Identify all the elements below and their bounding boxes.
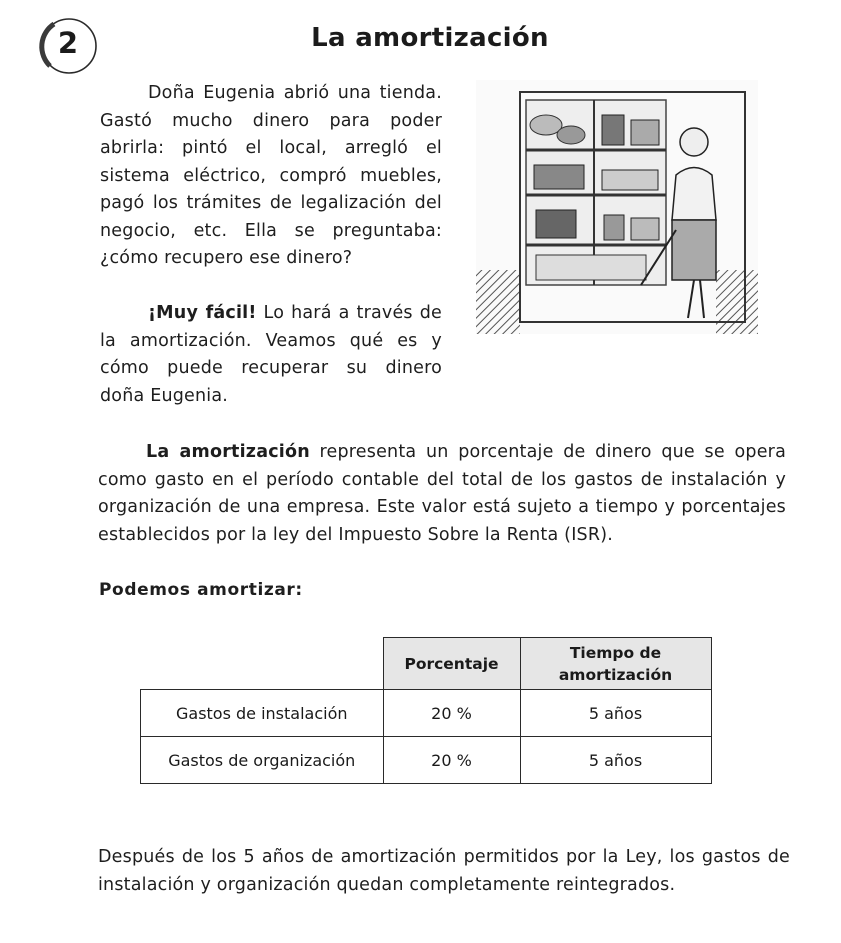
section-subheading: Podemos amortizar:: [99, 580, 303, 600]
intro-paragraph-1: [100, 80, 442, 273]
row-percentage: 20 %: [383, 737, 520, 784]
intro-paragraph-2-text: Lo hará a través de la amortización. Veamos qué es y cómo puede recuperar su dinero doña Eugenia.: [100, 303, 442, 406]
row-time: 5 años: [520, 737, 711, 784]
column-header-percentage: Porcentaje: [383, 638, 520, 690]
closing-paragraph: Después de los 5 años de amortización permitidos por la Ley, los gastos de instalación y organización quedan completamente reintegrados.: [98, 847, 790, 895]
intro-paragraph-1-text: Doña Eugenia abrió una tienda. Gastó mucho dinero para poder abrirla: pintó el local, arregló el sistema eléctrico, compró muebles, pagó los trámites de legalización del negocio, etc. Ella se preguntaba: ¿cómo recupero ese dinero?: [100, 83, 442, 268]
intro-emphasis: ¡Muy fácil!: [148, 303, 257, 323]
definition-text: representa un porcentaje de dinero que se opera como gasto en el período contable del total de los gastos de instalación y organización de una empresa. Este valor está sujeto a tiempo y porcentajes establecidos por la ley del Impuesto Sobre la Renta (ISR).: [98, 442, 786, 545]
table-row: [141, 690, 712, 737]
shopkeeper-drawing: [476, 80, 758, 334]
table-corner-cell: [141, 638, 384, 690]
intro-paragraph-2: [100, 300, 442, 410]
row-label: Gastos de organización: [141, 737, 384, 784]
definition-term: La amortización: [146, 442, 310, 462]
row-label: Gastos de instalación: [141, 690, 384, 737]
column-header-time: Tiempo de amortización: [520, 638, 711, 690]
definition-paragraph: [98, 439, 786, 549]
amortization-table: [140, 637, 712, 784]
table-header-row: [141, 638, 712, 690]
table-row: [141, 737, 712, 784]
shop-illustration: [476, 80, 758, 334]
row-percentage: 20 %: [383, 690, 520, 737]
lesson-number-badge: [38, 14, 98, 76]
row-time: 5 años: [520, 690, 711, 737]
lesson-number: 2: [57, 26, 79, 60]
page-title: La amortización: [311, 23, 549, 53]
